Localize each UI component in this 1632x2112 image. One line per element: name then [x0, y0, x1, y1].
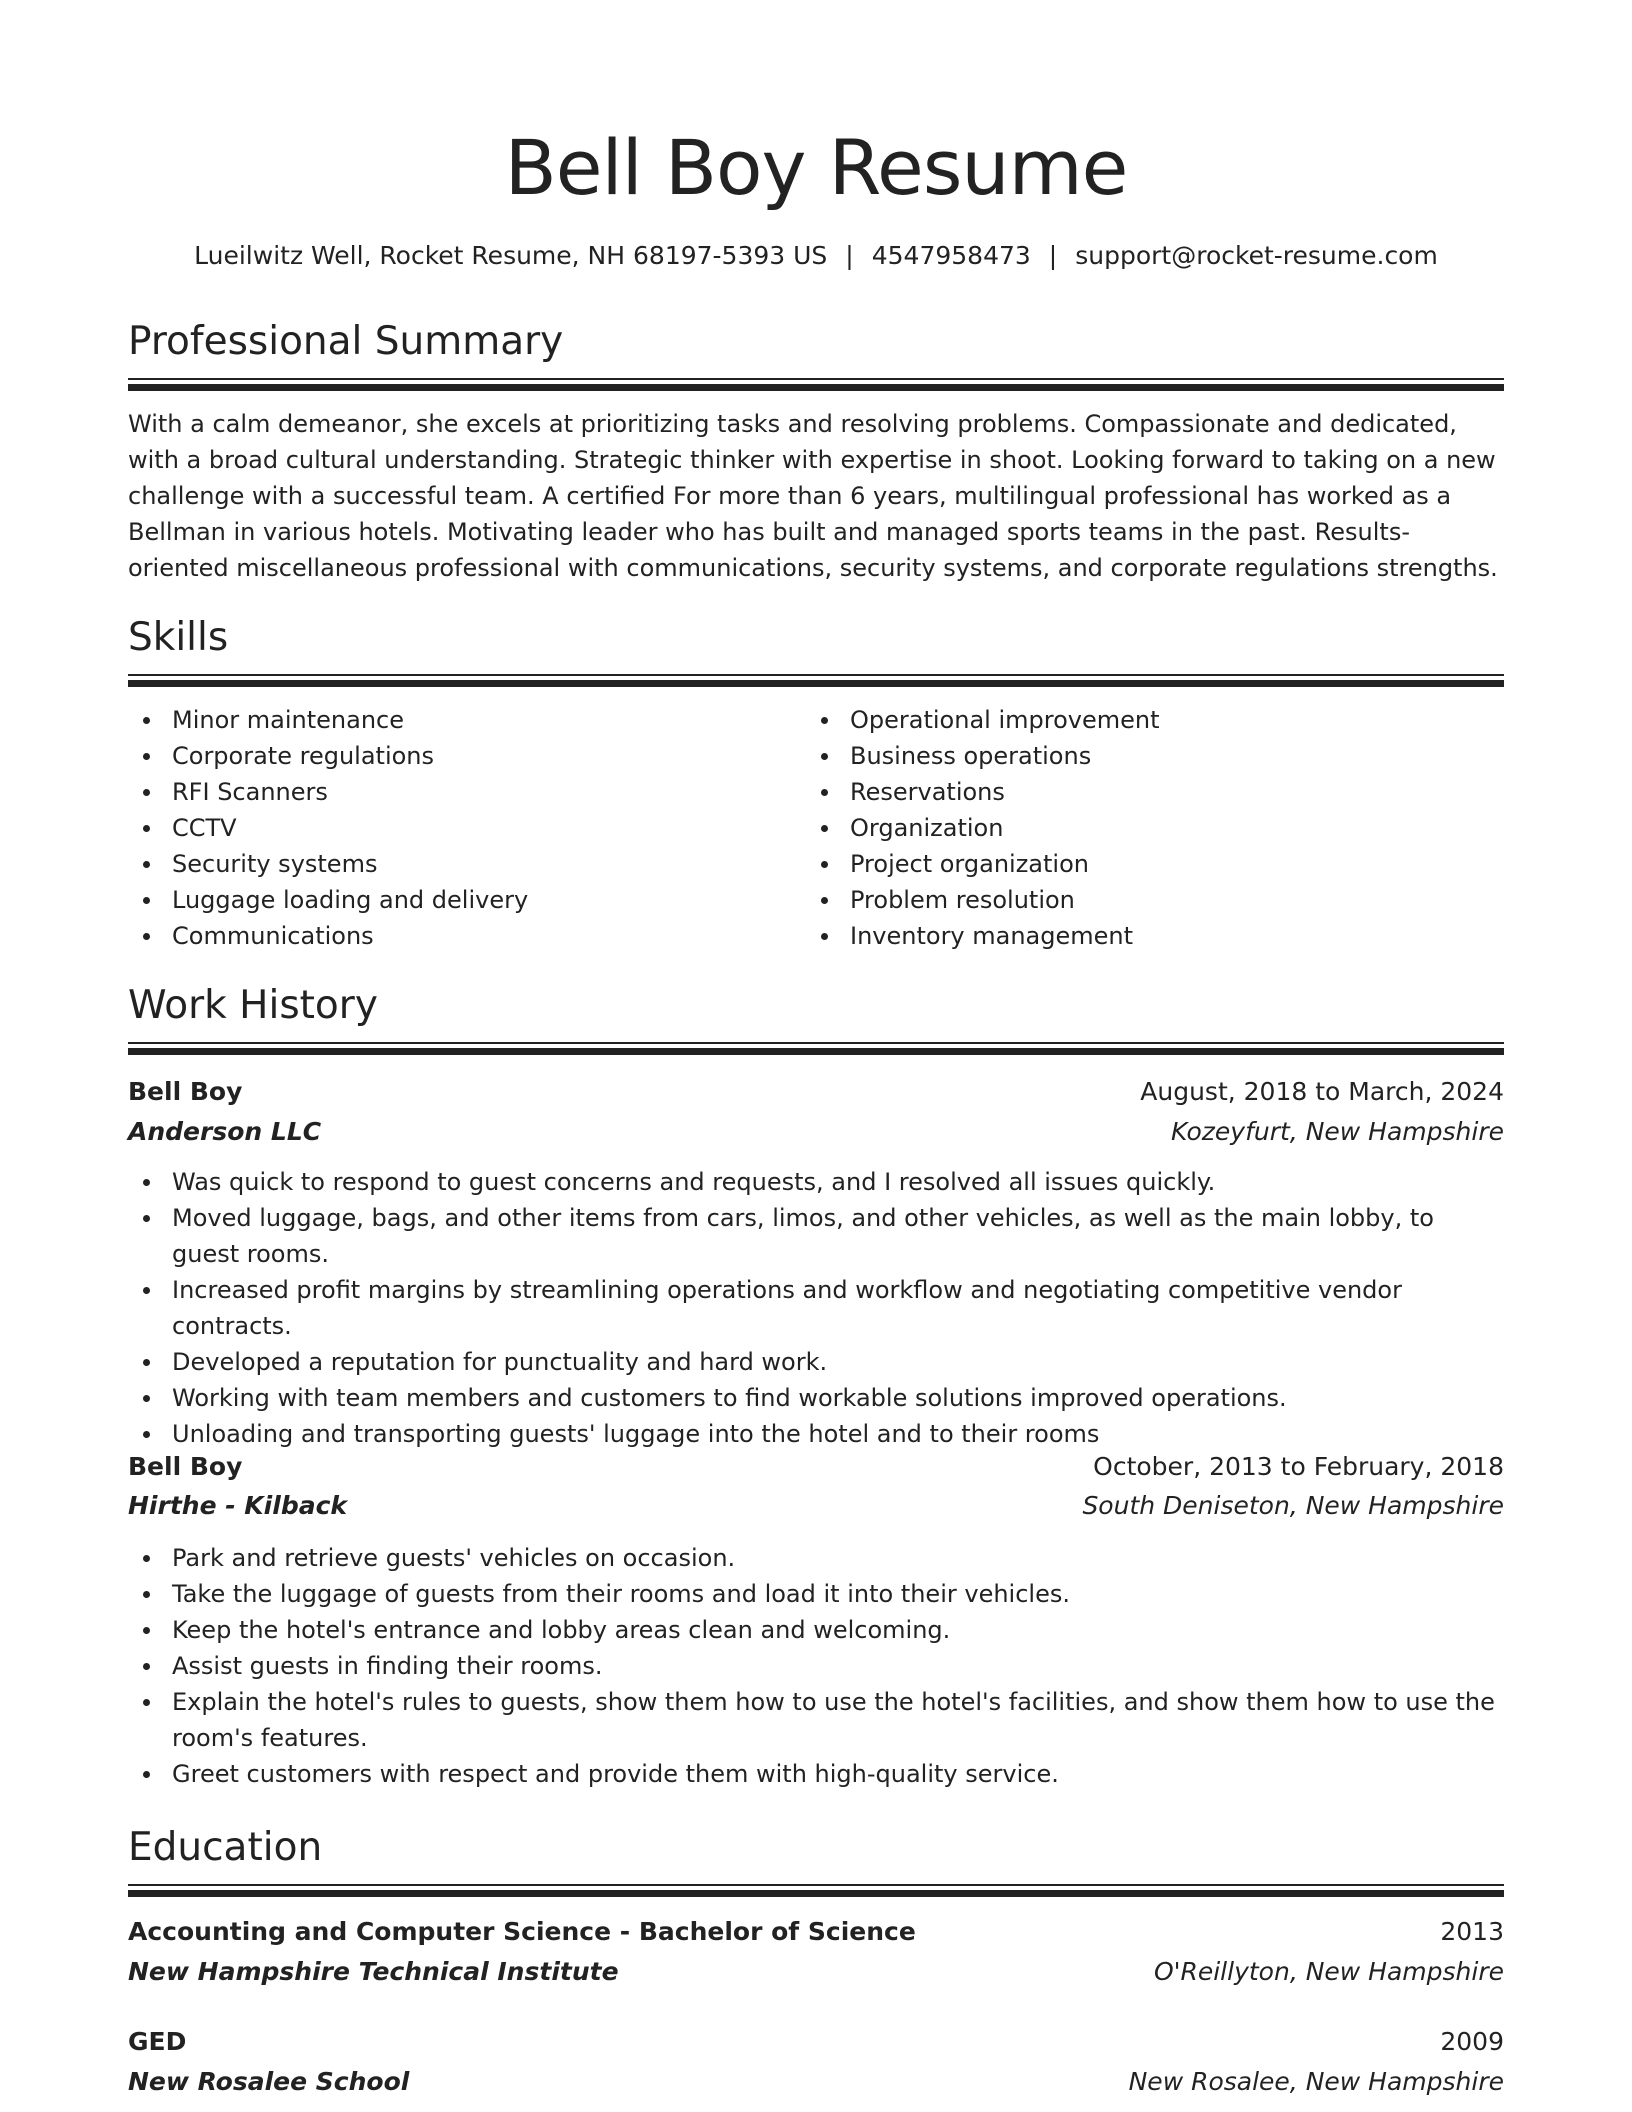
job-bullets	[128, 1164, 1504, 1452]
education-school-row	[128, 1952, 1504, 1992]
job-company: Hirthe - Kilback	[128, 1491, 348, 1520]
job-header-row	[128, 1072, 1504, 1112]
contact-separator: |	[845, 241, 854, 270]
skill-item: Inventory management	[806, 918, 1466, 954]
skill-item: Communications	[128, 918, 788, 954]
section-rule-thick	[128, 384, 1504, 391]
job-location: Kozeyfurt, New Hampshire	[1170, 1117, 1504, 1146]
job-dates: August, 2018 to March, 2024	[1140, 1077, 1504, 1106]
section-rule-thick	[128, 1048, 1504, 1055]
job-company-row	[128, 1486, 1504, 1526]
skill-item: Minor maintenance	[128, 702, 788, 738]
skills-columns	[128, 702, 1504, 962]
resume-name: Bell Boy Resume	[504, 123, 1128, 212]
skill-item: Operational improvement	[806, 702, 1466, 738]
job-title: Bell Boy	[128, 1077, 243, 1106]
skill-item: Business operations	[806, 738, 1466, 774]
job-bullet: Take the luggage of guests from their rooms and load it into their vehicles.	[128, 1576, 1504, 1612]
section-rule-thin	[128, 1884, 1504, 1886]
skill-item: Corporate regulations	[128, 738, 788, 774]
job-company-row	[128, 1112, 1504, 1152]
job-bullet: Working with team members and customers to find workable solutions improved operations.	[128, 1380, 1504, 1416]
summary-title: Professional Summary	[128, 319, 564, 364]
skill-item: Problem resolution	[806, 882, 1466, 918]
skill-item: Security systems	[128, 846, 788, 882]
skill-item: Luggage loading and delivery	[128, 882, 788, 918]
education-degree: GED	[128, 2027, 187, 2056]
job-location: South Deniseton, New Hampshire	[1082, 1491, 1504, 1520]
job-bullet: Explain the hotel's rules to guests, show them how to use the hotel's facilities, and show them how to use the room's features.	[128, 1684, 1504, 1756]
job-bullet: Developed a reputation for punctuality and hard work.	[128, 1344, 1504, 1380]
skill-item: CCTV	[128, 810, 788, 846]
job-title: Bell Boy	[128, 1452, 243, 1481]
job-bullet: Moved luggage, bags, and other items from cars, limos, and other vehicles, as well as the main lobby, to guest rooms.	[128, 1200, 1504, 1272]
skill-item: Organization	[806, 810, 1466, 846]
job-company: Anderson LLC	[128, 1117, 322, 1146]
job-bullet: Park and retrieve guests' vehicles on occasion.	[128, 1540, 1504, 1576]
skills-title: Skills	[128, 615, 229, 660]
section-rule-thick	[128, 680, 1504, 687]
skill-item: Reservations	[806, 774, 1466, 810]
job-bullet: Was quick to respond to guest concerns and requests, and I resolved all issues quickly.	[128, 1164, 1504, 1200]
education-school: New Hampshire Technical Institute	[128, 1957, 619, 1986]
education-year: 2009	[1440, 2027, 1504, 2056]
job-bullet: Keep the hotel's entrance and lobby areas clean and welcoming.	[128, 1612, 1504, 1648]
job-bullet: Unloading and transporting guests' luggage into the hotel and to their rooms	[128, 1416, 1504, 1452]
skills-list-right	[806, 702, 1466, 954]
section-rule-thick	[128, 1890, 1504, 1897]
contact-email: support@rocket-resume.com	[1075, 241, 1438, 270]
education-header-row	[128, 2022, 1504, 2062]
contact-separator: |	[1048, 241, 1058, 270]
skill-item: Project organization	[806, 846, 1466, 882]
job-bullets	[128, 1540, 1504, 1792]
skill-item: RFI Scanners	[128, 774, 788, 810]
section-rule-thin	[128, 378, 1504, 380]
education-header-row	[128, 1912, 1504, 1952]
education-year: 2013	[1440, 1917, 1504, 1946]
job-dates: October, 2013 to February, 2018	[1093, 1452, 1504, 1481]
summary-text: With a calm demeanor, she excels at prioritizing tasks and resolving problems. Compassionate and dedicated, with a broad cultural understanding. Strategic thinker with expertise in shoot. Looking forward to taking on a new challenge with a successful team. A certified For more than 6 years, multilingual professional has worked as a Bellman in various hotels. Motivating leader who has built and managed sports teams in the past. Results-oriented miscellaneous professional with communications, security systems, and corporate regulations strengths.	[128, 410, 1498, 582]
job-bullet: Greet customers with respect and provide them with high-quality service.	[128, 1756, 1504, 1792]
contact-address: Lueilwitz Well, Rocket Resume, NH 68197-5393 US	[194, 241, 828, 270]
work-title: Work History	[128, 983, 378, 1028]
job-header-row	[128, 1447, 1504, 1487]
education-school: New Rosalee School	[128, 2067, 410, 2096]
section-rule-thin	[128, 1042, 1504, 1044]
education-title: Education	[128, 1825, 323, 1870]
education-degree: Accounting and Computer Science - Bachelor of Science	[128, 1917, 916, 1946]
section-rule-thin	[128, 674, 1504, 676]
contact-phone: 4547958473	[871, 241, 1031, 270]
contact-line	[128, 238, 1504, 274]
education-location: O'Reillyton, New Hampshire	[1153, 1957, 1504, 1986]
job-bullet: Increased profit margins by streamlining operations and workflow and negotiating competitive vendor contracts.	[128, 1272, 1504, 1344]
job-bullet: Assist guests in finding their rooms.	[128, 1648, 1504, 1684]
education-school-row	[128, 2062, 1504, 2102]
education-location: New Rosalee, New Hampshire	[1128, 2067, 1504, 2096]
skills-list-left	[128, 702, 788, 954]
